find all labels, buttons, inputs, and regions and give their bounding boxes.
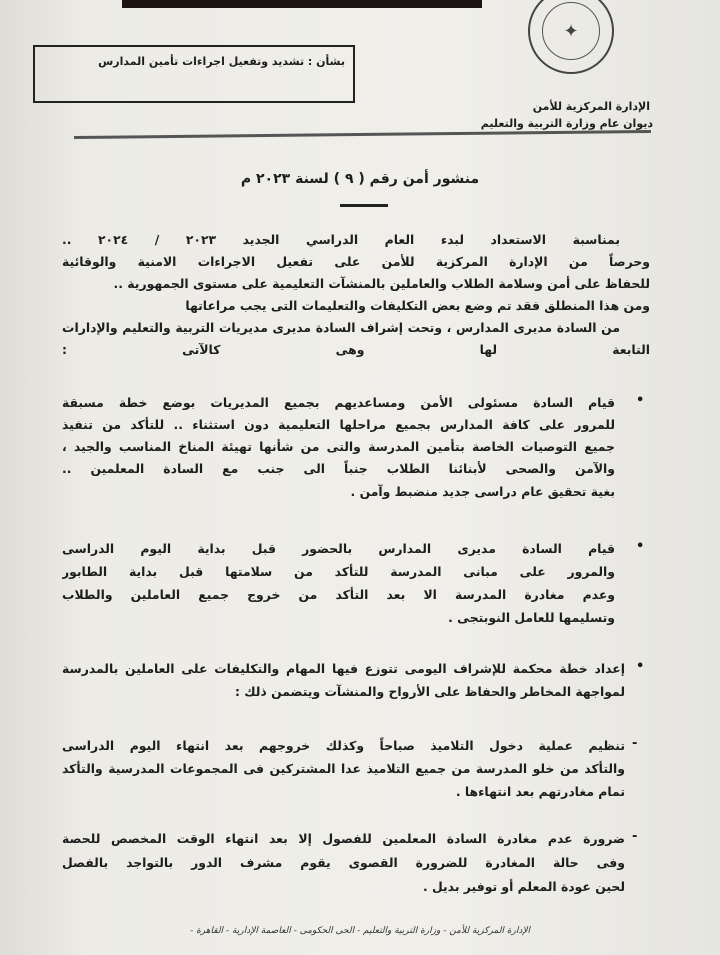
subject-text: بشأن : تشديد وتفعيل اجراءات تأمين المدارس bbox=[98, 55, 345, 68]
dash-marker: - bbox=[632, 736, 638, 751]
dash2-line: لحين عودة المعلم أو توفير بديل . bbox=[422, 879, 625, 894]
dash1-line: تمام مغادرتهم بعد انتهاءها . bbox=[455, 784, 625, 799]
bullet2-line: وتسليمها للعامل النوبتجى . bbox=[448, 610, 615, 625]
intro-line: للحفاظ على أمن وسلامة الطلاب والعاملين بالمنشآت التعليمية على مستوى الجمهورية .. bbox=[113, 276, 650, 291]
dash2-line: ضرورة عدم مغادرة السادة المعلمين للفصول إلا بعد انتهاء الوقت المخصص للحصة bbox=[62, 831, 625, 846]
dash2-line: وفى حالة المغادرة للضرورة القصوى يقوم مشرف الدور بالتواجد بالفصل bbox=[62, 855, 625, 870]
organization-line-1: الإدارة المركزية للأمن bbox=[532, 100, 650, 113]
dash1-line: والتأكد من خلو المدرسة من جميع التلاميذ عدا المشتركين فى المجموعات المدرسية والتأكد bbox=[62, 761, 625, 776]
bullet-marker: • bbox=[636, 393, 645, 408]
intro-line: وحرصاً من الإدارة المركزية للأمن على تفعيل الاجراءات الامنية والوقائية bbox=[62, 254, 650, 269]
intro-line: ومن هذا المنطلق فقد تم وضع بعض التكليفات والتعليمات التى يجب مراعاتها bbox=[185, 298, 650, 313]
dash-marker: - bbox=[632, 829, 638, 844]
bullet1-line: للمرور على كافة المدارس بجميع مراحلها التعليمية دون استثناء .. للتأكد من تنفيذ bbox=[62, 417, 615, 432]
bullet2-line: وعدم مغادرة المدرسة الا بعد التأكد من خروج جميع العاملين والطلاب bbox=[62, 587, 615, 602]
bullet2-line: قيام السادة مديرى المدارس بالحضور قبل بداية اليوم الدراسى bbox=[62, 541, 615, 556]
footer-address: الإدارة المركزية للأمن - وزارة التربية والتعليم - الحى الحكومى - العاصمة الإدارية - القاهرة - bbox=[189, 926, 530, 936]
subject-box bbox=[33, 45, 355, 103]
header-divider bbox=[74, 130, 651, 139]
bullet-marker: • bbox=[636, 659, 645, 674]
intro-line: بمناسبة الاستعداد لبدء العام الدراسي الجديد ٢٠٢٣ / ٢٠٢٤ .. bbox=[62, 232, 620, 247]
title-underline bbox=[340, 204, 388, 207]
bullet2-line: والمرور على مبانى المدرسة للتأكد من سلامتها قبل بداية الطابور bbox=[62, 564, 615, 579]
ministry-seal-logo bbox=[528, 0, 614, 74]
dash1-line: تنظيم عملية دخول التلاميذ صباحاً وكذلك خروجهم بعد انتهاء اليوم الدراسى bbox=[62, 738, 625, 753]
intro-line: التابعة لها وهى كالآتى : bbox=[62, 342, 650, 357]
bullet-marker: • bbox=[636, 539, 645, 554]
top-photo-strip bbox=[122, 0, 482, 8]
bullet3-line: إعداد خطة محكمة للإشراف اليومى تتوزع فيها المهام والتكليفات على العاملين بالمدرسة bbox=[62, 661, 625, 676]
bullet1-line: والآمن والصحى لأبنائنا الطلاب جنباً الى جنب مع السادة المعلمين .. bbox=[62, 461, 615, 476]
bullet3-line: لمواجهة المخاطر والحفاظ على الأرواح والمنشآت ويتضمن ذلك : bbox=[234, 684, 625, 699]
bullet1-line: قيام السادة مسئولى الأمن ومساعديهم بجميع المديريات بوضع خطة مسبقة bbox=[62, 395, 615, 410]
organization-line-2: ديوان عام وزارة التربية والتعليم bbox=[480, 117, 653, 130]
document-title: منشور أمن رقم ( ٩ ) لسنة ٢٠٢٣ م bbox=[240, 171, 480, 187]
intro-line: من السادة مديرى المدارس ، وتحت إشراف السادة مديرى مديريات التربية والتعليم والإدارات bbox=[62, 320, 620, 335]
eagle-emblem-icon: ✦ bbox=[542, 2, 600, 60]
bullet1-line: بغية تحقيق عام دراسى جديد منضبط وآمن . bbox=[350, 484, 615, 499]
bullet1-line: جميع التوصيات الخاصة بتأمين المدرسة والتى من شأنها تهيئة المناخ المناسب والجيد ، bbox=[62, 439, 615, 454]
